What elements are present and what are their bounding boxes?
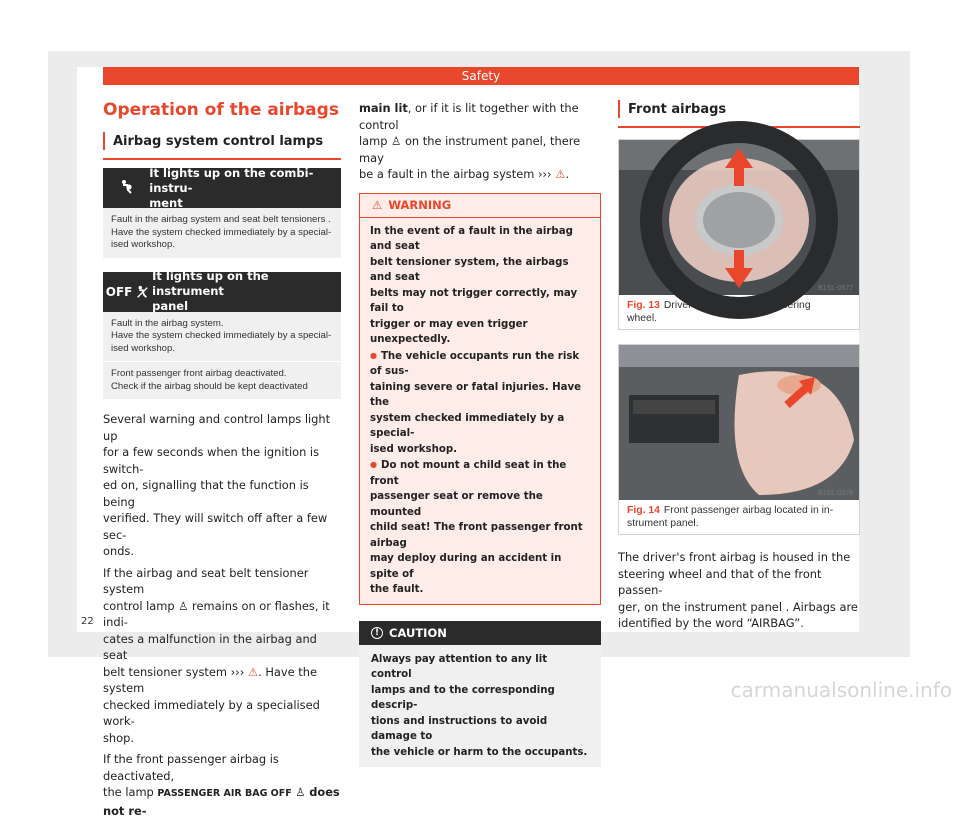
lamp-2-desc-line: Fault in the airbag system. bbox=[111, 317, 224, 329]
text-line: the fault. bbox=[370, 584, 424, 595]
text-line: verified. They will switch off after a few sec- bbox=[103, 511, 328, 542]
text-line: passenger seat or remove the mounted bbox=[370, 491, 543, 518]
text-span: the lamp bbox=[103, 785, 154, 799]
airbag-lamp-icon: ♙ bbox=[391, 134, 402, 148]
warning-bullet-2 bbox=[370, 457, 590, 598]
caption-line: Front passenger airbag located in in- bbox=[663, 505, 834, 516]
text-line: The driver's front airbag is housed in the bbox=[618, 550, 851, 564]
front-airbags-paragraph bbox=[618, 549, 860, 632]
text-line: ● The vehicle occupants run the risk of sus- bbox=[370, 348, 590, 380]
column-right bbox=[618, 100, 860, 632]
lamp-1-description bbox=[103, 208, 341, 258]
section-subtitle: Airbag system control lamps bbox=[113, 133, 324, 149]
reference-arrows-icon: ››› bbox=[230, 664, 245, 679]
lamp-1-desc-line: ised workshop. bbox=[111, 239, 175, 250]
caution-circle-icon: ! bbox=[371, 627, 383, 639]
airbag-lamp-icon: ♙ bbox=[178, 598, 189, 613]
text-line: for a few seconds when the ignition is switch- bbox=[103, 445, 320, 476]
warning-label: WARNING bbox=[388, 198, 452, 212]
warning-header bbox=[360, 194, 600, 218]
off-badge: OFF bbox=[105, 284, 133, 299]
text-span: lamp bbox=[359, 134, 388, 148]
text-line: child seat! The front passenger front airbag bbox=[370, 522, 583, 549]
section-title: Operation of the airbags bbox=[103, 100, 339, 120]
page-number: 22 bbox=[81, 616, 94, 627]
figure-14 bbox=[618, 344, 860, 535]
text-line: the vehicle or harm to the occupants. bbox=[371, 746, 588, 758]
text-line bbox=[359, 100, 601, 133]
reference-arrows-icon: ››› bbox=[537, 167, 552, 181]
passenger-airbag-off-icon bbox=[103, 285, 152, 299]
text-line: Several warning and control lamps light up bbox=[103, 412, 331, 443]
caution-label: CAUTION bbox=[389, 625, 447, 640]
text-line bbox=[103, 784, 341, 819]
figure-14-caption bbox=[619, 500, 859, 534]
text-line: ised workshop. bbox=[370, 443, 457, 455]
column-middle bbox=[359, 100, 601, 767]
text-line: may deploy during an accident in spite of bbox=[370, 553, 562, 580]
lamp-1-header bbox=[103, 165, 341, 210]
text-line: trigger or may even trigger unexpectedly. bbox=[370, 318, 528, 345]
text-line: If the airbag and seat belt tensioner system bbox=[103, 565, 309, 596]
section-header: Safety bbox=[103, 67, 859, 85]
caption-line: wheel. bbox=[627, 313, 658, 324]
text-span: . Have the system bbox=[103, 664, 317, 695]
warning-triangle-icon: ⚠ bbox=[372, 198, 383, 212]
text-line: ● Do not mount a child seat in the front bbox=[370, 457, 590, 489]
caption-line: strument panel. bbox=[627, 518, 699, 529]
caution-header bbox=[359, 621, 601, 645]
subtitle-rule bbox=[103, 158, 341, 160]
column-left bbox=[103, 100, 341, 819]
figure-number: Fig. 14 bbox=[627, 505, 660, 516]
lamp-2-desc2-line: Check if the airbag should be kept deactivated bbox=[111, 380, 308, 392]
text-line: ed on, signalling that the function is being bbox=[103, 478, 309, 509]
lamp-2-description bbox=[103, 312, 341, 362]
lamp-2-description-2 bbox=[103, 361, 341, 399]
text-line: system checked immediately by a special- bbox=[370, 412, 565, 439]
lamp-1-title-line2: ment bbox=[149, 195, 183, 210]
text-line: belts may not trigger correctly, may fail to bbox=[370, 287, 578, 314]
figure-code: B1SL-0577 bbox=[817, 285, 853, 292]
paragraph-continued bbox=[359, 100, 601, 183]
caption-line: Driver airbag located in steering bbox=[663, 300, 811, 311]
lamp-1-desc-line: Have the system checked immediately by a special- bbox=[111, 226, 332, 238]
text-line: steering wheel and that of the front passen- bbox=[618, 566, 822, 597]
watermark: carmanualsonline.info bbox=[730, 678, 952, 702]
warning-box bbox=[359, 193, 601, 605]
text-line: onds. bbox=[103, 544, 134, 558]
caution-box bbox=[359, 621, 601, 768]
airbag-warning-icon bbox=[103, 179, 149, 198]
text-line bbox=[103, 598, 341, 631]
front-airbags-title: Front airbags bbox=[628, 101, 727, 117]
caution-body bbox=[359, 645, 601, 768]
text-span: does not re- bbox=[103, 785, 340, 818]
text-span: belt tensioner system bbox=[103, 664, 227, 679]
lamp-2-title-line1: It lights up on the instrument bbox=[152, 269, 269, 298]
text-line: tions and instructions to avoid damage to bbox=[371, 715, 548, 742]
warning-body bbox=[360, 218, 600, 604]
subtitle-marker bbox=[103, 132, 105, 150]
text-line: Always pay attention to any lit control bbox=[371, 653, 548, 680]
paragraph-3 bbox=[103, 751, 341, 819]
text-span: main lit bbox=[359, 101, 408, 115]
text-line: be a fault in the airbag system ››› ⚠. bbox=[359, 167, 570, 181]
figure-number: Fig. 13 bbox=[627, 300, 660, 311]
lamp-2-desc-line: ised workshop. bbox=[111, 342, 175, 354]
lamp-2-desc-line: Have the system checked immediately by a special- bbox=[111, 330, 332, 341]
text-span: control lamp bbox=[103, 598, 175, 613]
text-line: shop. bbox=[103, 730, 134, 745]
figure-code: B1SL-0578 bbox=[817, 490, 853, 497]
text-line: checked immediately by a specialised work- bbox=[103, 697, 320, 728]
passenger-airbag-off-label: PASSENGER AIR BAG OFF bbox=[157, 788, 292, 799]
text-line: belt tensioner system, the airbags and seat bbox=[370, 256, 569, 283]
text-line: If the front passenger airbag is deactivated, bbox=[103, 752, 279, 783]
text-span: , or if it is lit together with the control bbox=[359, 101, 579, 132]
text-line: ger, on the instrument panel . Airbags are bbox=[618, 599, 858, 614]
text-span: on the instrument panel, there may bbox=[359, 134, 581, 165]
airbag-off-icon: ♙ bbox=[295, 785, 306, 799]
lamp-1-desc-line: Fault in the airbag system and seat belt tensioners . bbox=[111, 214, 331, 225]
text-line: cates a malfunction in the airbag and seat bbox=[103, 631, 317, 662]
warning-triangle-icon: ⚠ bbox=[247, 664, 259, 679]
text-line: In the event of a fault in the airbag and seat bbox=[370, 225, 573, 252]
paragraph-2 bbox=[103, 565, 341, 747]
title-marker bbox=[618, 100, 620, 118]
warning-bullet-1 bbox=[370, 348, 590, 458]
steering-wheel-airbag-image bbox=[619, 140, 859, 295]
lamp-2-header bbox=[103, 269, 341, 313]
passenger-airbag-image bbox=[619, 345, 859, 500]
text-line bbox=[103, 664, 341, 697]
text-line: lamps and to the corresponding descrip- bbox=[371, 684, 555, 711]
lamp-2-desc2-line: Front passenger front airbag deactivated. bbox=[111, 368, 287, 379]
text-line: taining severe or fatal injuries. Have the bbox=[370, 381, 582, 408]
paragraph-1 bbox=[103, 411, 341, 560]
text-line: identified by the word “AIRBAG”. bbox=[618, 616, 804, 630]
lamp-1-title-line1: It lights up on the combi-instru- bbox=[149, 165, 314, 195]
figure-13 bbox=[618, 139, 860, 330]
text-span: be a fault in the airbag system bbox=[359, 167, 535, 181]
warning-triangle-icon: ⚠ bbox=[555, 167, 566, 181]
text-line bbox=[359, 133, 601, 166]
text-span: remains on or flashes, it indi- bbox=[103, 598, 330, 629]
lamp-2-title-line2: panel bbox=[152, 299, 189, 313]
